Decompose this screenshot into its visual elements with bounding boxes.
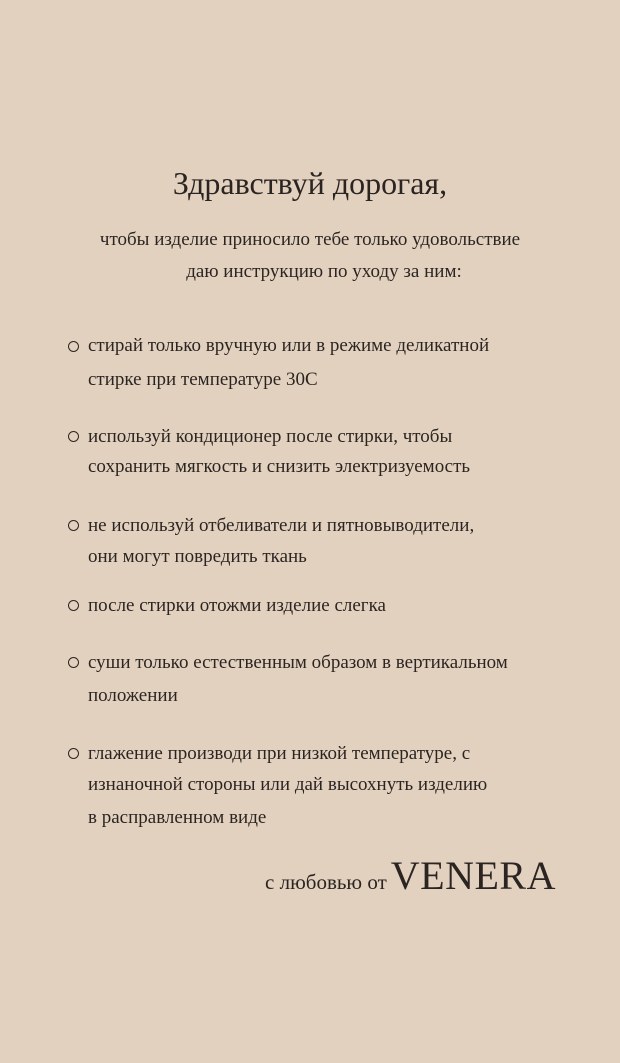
item-text: они могут повредить ткань xyxy=(88,546,307,567)
intro-line-2: даю инструкцию по уходу за ним: xyxy=(186,261,462,282)
item-text: суши только естественным образом в вертикальном xyxy=(88,652,508,673)
item-text: используй кондиционер после стирки, чтобы xyxy=(88,426,453,447)
item-text: стирай только вручную или в режиме деликатной xyxy=(88,335,490,356)
item-text: не используй отбеливатели и пятновыводители, xyxy=(88,515,475,536)
circle-bullet-icon xyxy=(68,657,79,668)
circle-bullet-icon xyxy=(68,520,79,531)
item-text: после стирки отожми изделие слегка xyxy=(88,595,386,616)
circle-bullet-icon xyxy=(68,341,79,352)
item-text: стирке при температуре 30С xyxy=(88,369,318,390)
intro-line-1: чтобы изделие приносило тебе только удовольствие xyxy=(99,229,521,250)
circle-bullet-icon xyxy=(68,748,79,759)
item-text: глажение производи при низкой температуре, с xyxy=(88,743,471,764)
item-text: в расправленном виде xyxy=(88,807,267,828)
item-text: изнаночной стороны или дай высохнуть изделию xyxy=(88,774,488,795)
item-text: сохранить мягкость и снизить электризуемость xyxy=(88,456,471,477)
circle-bullet-icon xyxy=(68,600,79,611)
signature xyxy=(265,852,556,899)
circle-bullet-icon xyxy=(68,431,79,442)
brand-name: VENERA xyxy=(390,853,556,898)
item-text: положении xyxy=(88,685,178,706)
signature-text: с любовью от xyxy=(265,870,387,894)
greeting-title: Здравствуй дорогая, xyxy=(172,165,448,201)
